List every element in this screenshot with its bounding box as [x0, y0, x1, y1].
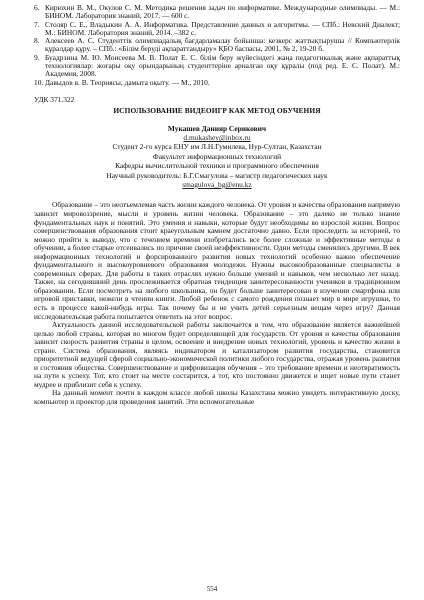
reference-text: Столяр С. Е., Владыкин А. А. Информатика. Представление данных и алгоритмы. — СПб.: Невский Диалект; М.: БИНОМ. Лаборатория знаний, 2014. –382 с. [45, 19, 400, 37]
body-paragraph: На данный момент почти в каждом классе любой школы Казахстана можно увидеть интерактивную доску, компьютер и проектор для проведения занятий. Эти вспомогательные [34, 388, 400, 406]
udc-code: УДК 371.322 [34, 94, 75, 104]
page-number: 554 [206, 585, 218, 593]
reference-text: Давыдов в. В. Теориясы, дамыта оқыту. — М., 2010. [45, 77, 210, 87]
reference-item [34, 4, 400, 21]
supervisor-line: Научный руководитель: Б.Г.Смагулова – магистр педагогических наук [106, 170, 328, 180]
reference-text: Буадрзина М. Ю. Моисеева М. В. Полат Е. С. білім беру жүйесіндегі жаңа педагогикалық және ақпараттық технологиялар: жоғары оқу орындарының студенттеріне арналған оқу құралы (под ред. Е. С. Полат). М.: Академия, 2008. [45, 52, 400, 79]
reference-item [34, 79, 400, 87]
article-title: ИСПОЛЬЗОВАНИЕ ВИДЕОИГР КАК МЕТОД ОБУЧЕНИЯ [113, 106, 321, 116]
page-content [34, 4, 400, 407]
reference-number: 9. [34, 52, 40, 62]
reference-number: 8. [34, 36, 40, 46]
reference-number: 6. [34, 3, 40, 12]
faculty-name: Факультет информационных технологий [152, 151, 282, 161]
article-body [34, 201, 400, 406]
reference-text: Алексеев А. С. Студенттік олимпиадалық бағдарламалау бойынша: кезкерс жаттықтырушы // Компьютерлік құралдар құру. – СПб.: «Білім беруді ақпараттандыру» ҚБО баспасы, 2001, № 2, 19-20 б. [45, 36, 400, 54]
reference-number: 10. [34, 77, 44, 87]
reference-item [34, 37, 400, 54]
body-paragraph: Образование – это неотъемлемая часть жизни каждого человека. От уровня и качества образования напрямую зависит мировоззрение, мысли и уровень жизни человека. Образование – это далеко не только знание фундаментальных наук и понятий. Это умения и навыки, которые будут необходимы во взрослой жизни. Вопрос совершенствования образования стоит краеугольным камнем достаточно давно. Если проследить за историей, то можно прийти к выводу, что с течением времени изобретались все более сложные и эффективные методы в обучении, а более старые отсеивались по причине своей неэффективности. Одни методы сменялись другими. В век информационных технологий и форсированного развития новых технологий особенно важно обеспечение фундаментального и высокоуровневого образования молодежи. Нужны высокообразованные специалисты в современных сферах. Для работы в таких отраслях нужно больше умений и навыков, чем несколько лет назад. Также, на сегодняшний день прослеживается обратная тенденция заинтересованности учеников в традиционном образовании. Если посмотреть на любого школьника, он будет больше заинтересован в изучении смартфона или игровой приставки, нежели в чтении книги. Любой ребенок с самого рождения познает мир в мире игрушки, то есть в процессе какой-нибудь игры. Так почему бы и не учить детей серьезным вещам через игру? Данная исследовательская работа попытается ответить на этот вопрос. [34, 200, 400, 321]
reference-item [34, 54, 400, 79]
department-name: Кафедры вычислительной техники и программного обеспечения [115, 161, 319, 171]
reference-number: 7. [34, 19, 40, 29]
reference-item [34, 21, 400, 38]
reference-text: Кирюхин В. М., Окулов С. М. Методика решения задач по информатике. Международные олимпиады. — М.: БИНОМ. Лаборатория знаний, 2017. — 600 с. [45, 3, 400, 21]
reference-list [34, 4, 400, 87]
author-affiliation: Студент 2-го курса ЕНУ им Л.Н.Гумилева, Нур-Султан, Казахстан [112, 142, 322, 152]
author-name: Мукашев Данияр Серикович [167, 123, 267, 133]
author-email-link[interactable]: d.mukashev@inbox.ru [183, 132, 251, 142]
body-paragraph: Актуальность данной исследовательской работы заключается в том, что образование является важнейшей целью любой страны, которая во многом будет определяющей для государств. От уровня и качества образования зависит скорость развития страны в целом, освоение и внедрение новых технологий, уровень и качество жизни в стране. Система образования, являясь индикатором и катализатором развития государства, становится приоритетной ведущей сферой социально-экономической политики любого государства, отражая уровень развития и состояния общества. Совершенствование и цифровизация обучения – это требование времени и неотвратимость на пути к успеху. Тот, кто стоит на месте состарится, а тот, кто постоянно движется и ищет новые пути станет мудрее и приблизит себя к успеху. [34, 320, 400, 389]
supervisor-email-link[interactable]: smagulova_bg@enu.kz [182, 180, 252, 189]
author-block [34, 124, 400, 190]
